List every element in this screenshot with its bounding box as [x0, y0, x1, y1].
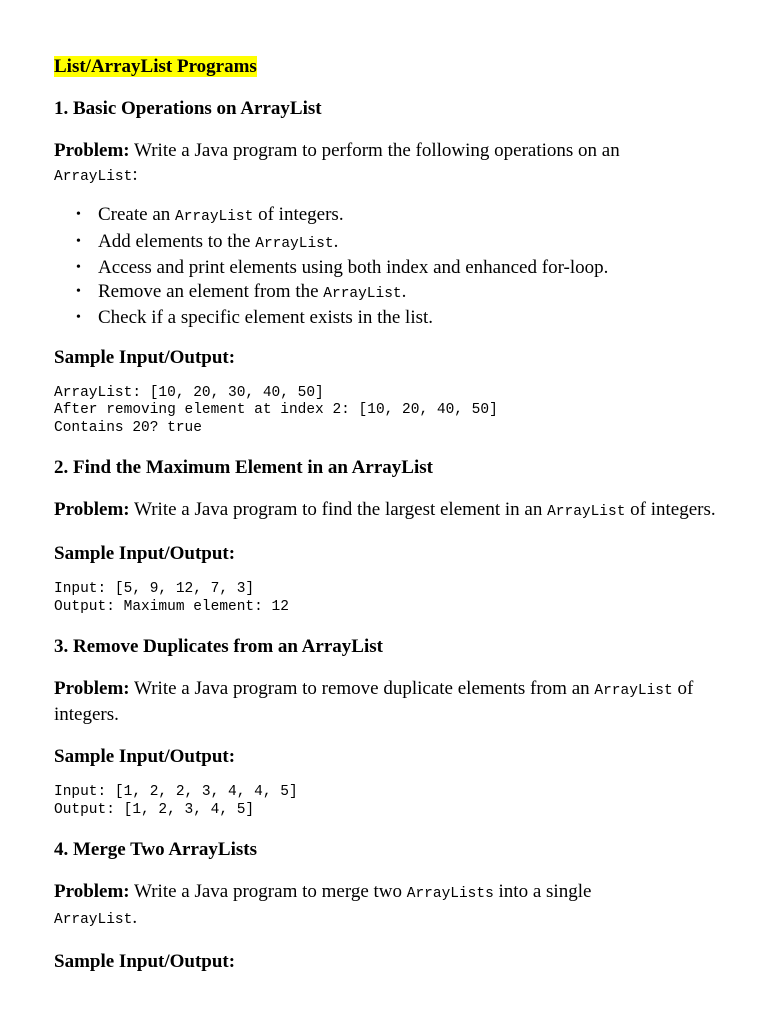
inline-code: ArrayList	[54, 169, 133, 185]
list-item: • Create an ArrayList of integers.	[98, 203, 724, 230]
problem-label: Problem:	[54, 678, 130, 699]
section-basic-operations	[54, 97, 724, 437]
list-item: • Check if a specific element exists in the list.	[98, 306, 724, 330]
section-heading: 4. Merge Two ArrayLists	[54, 839, 257, 860]
problem-statement: Problem: Write a Java program to find the largest element in an ArrayList of integers.	[54, 499, 716, 520]
list-item: • Remove an element from the ArrayList.	[98, 280, 724, 307]
problem-label: Problem:	[54, 499, 130, 520]
inline-code: ArrayList	[323, 285, 402, 302]
sample-heading: Sample Input/Output:	[54, 951, 236, 972]
section-heading: 3. Remove Duplicates from an ArrayList	[54, 636, 383, 657]
problem-statement: Problem: Write a Java program to perform the following operations on an ArrayList:	[54, 140, 620, 185]
sample-output: Input: [5, 9, 12, 7, 3] Output: Maximum element: 12	[54, 581, 289, 615]
problem-statement: Problem: Write a Java program to merge two ArrayLists into a single ArrayList.	[54, 881, 592, 928]
operations-list	[54, 203, 724, 330]
sample-output: Input: [1, 2, 2, 3, 4, 4, 5] Output: [1, 2, 3, 4, 5]	[54, 784, 298, 818]
problem-label: Problem:	[54, 140, 130, 161]
list-item: • Add elements to the ArrayList.	[98, 230, 724, 257]
section-merge-lists	[54, 838, 724, 974]
section-heading: 1. Basic Operations on ArrayList	[54, 98, 322, 119]
sample-heading: Sample Input/Output:	[54, 543, 236, 564]
section-heading: 2. Find the Maximum Element in an ArrayList	[54, 457, 433, 478]
inline-code: ArrayList	[175, 209, 254, 225]
inline-code: ArrayList	[594, 683, 673, 699]
inline-code: ArrayList	[547, 504, 626, 520]
section-remove-duplicates	[54, 635, 724, 819]
problem-label: Problem:	[54, 881, 130, 902]
document-page	[54, 55, 724, 992]
section-find-maximum	[54, 456, 724, 616]
document-title	[54, 55, 724, 79]
inline-code: ArrayLists	[406, 886, 494, 902]
problem-statement: Problem: Write a Java program to remove duplicate elements from an ArrayList of integers.	[54, 678, 694, 725]
inline-code: ArrayList	[54, 912, 133, 928]
sample-heading: Sample Input/Output:	[54, 746, 236, 767]
sample-heading: Sample Input/Output:	[54, 346, 236, 368]
inline-code: ArrayList	[255, 235, 334, 252]
list-item: • Access and print elements using both index and enhanced for-loop.	[98, 256, 724, 280]
highlighted-title: List/ArrayList Programs	[54, 56, 257, 77]
sample-output: ArrayList: [10, 20, 30, 40, 50] After removing element at index 2: [10, 20, 40, 50] Contains 20? true	[54, 384, 498, 436]
